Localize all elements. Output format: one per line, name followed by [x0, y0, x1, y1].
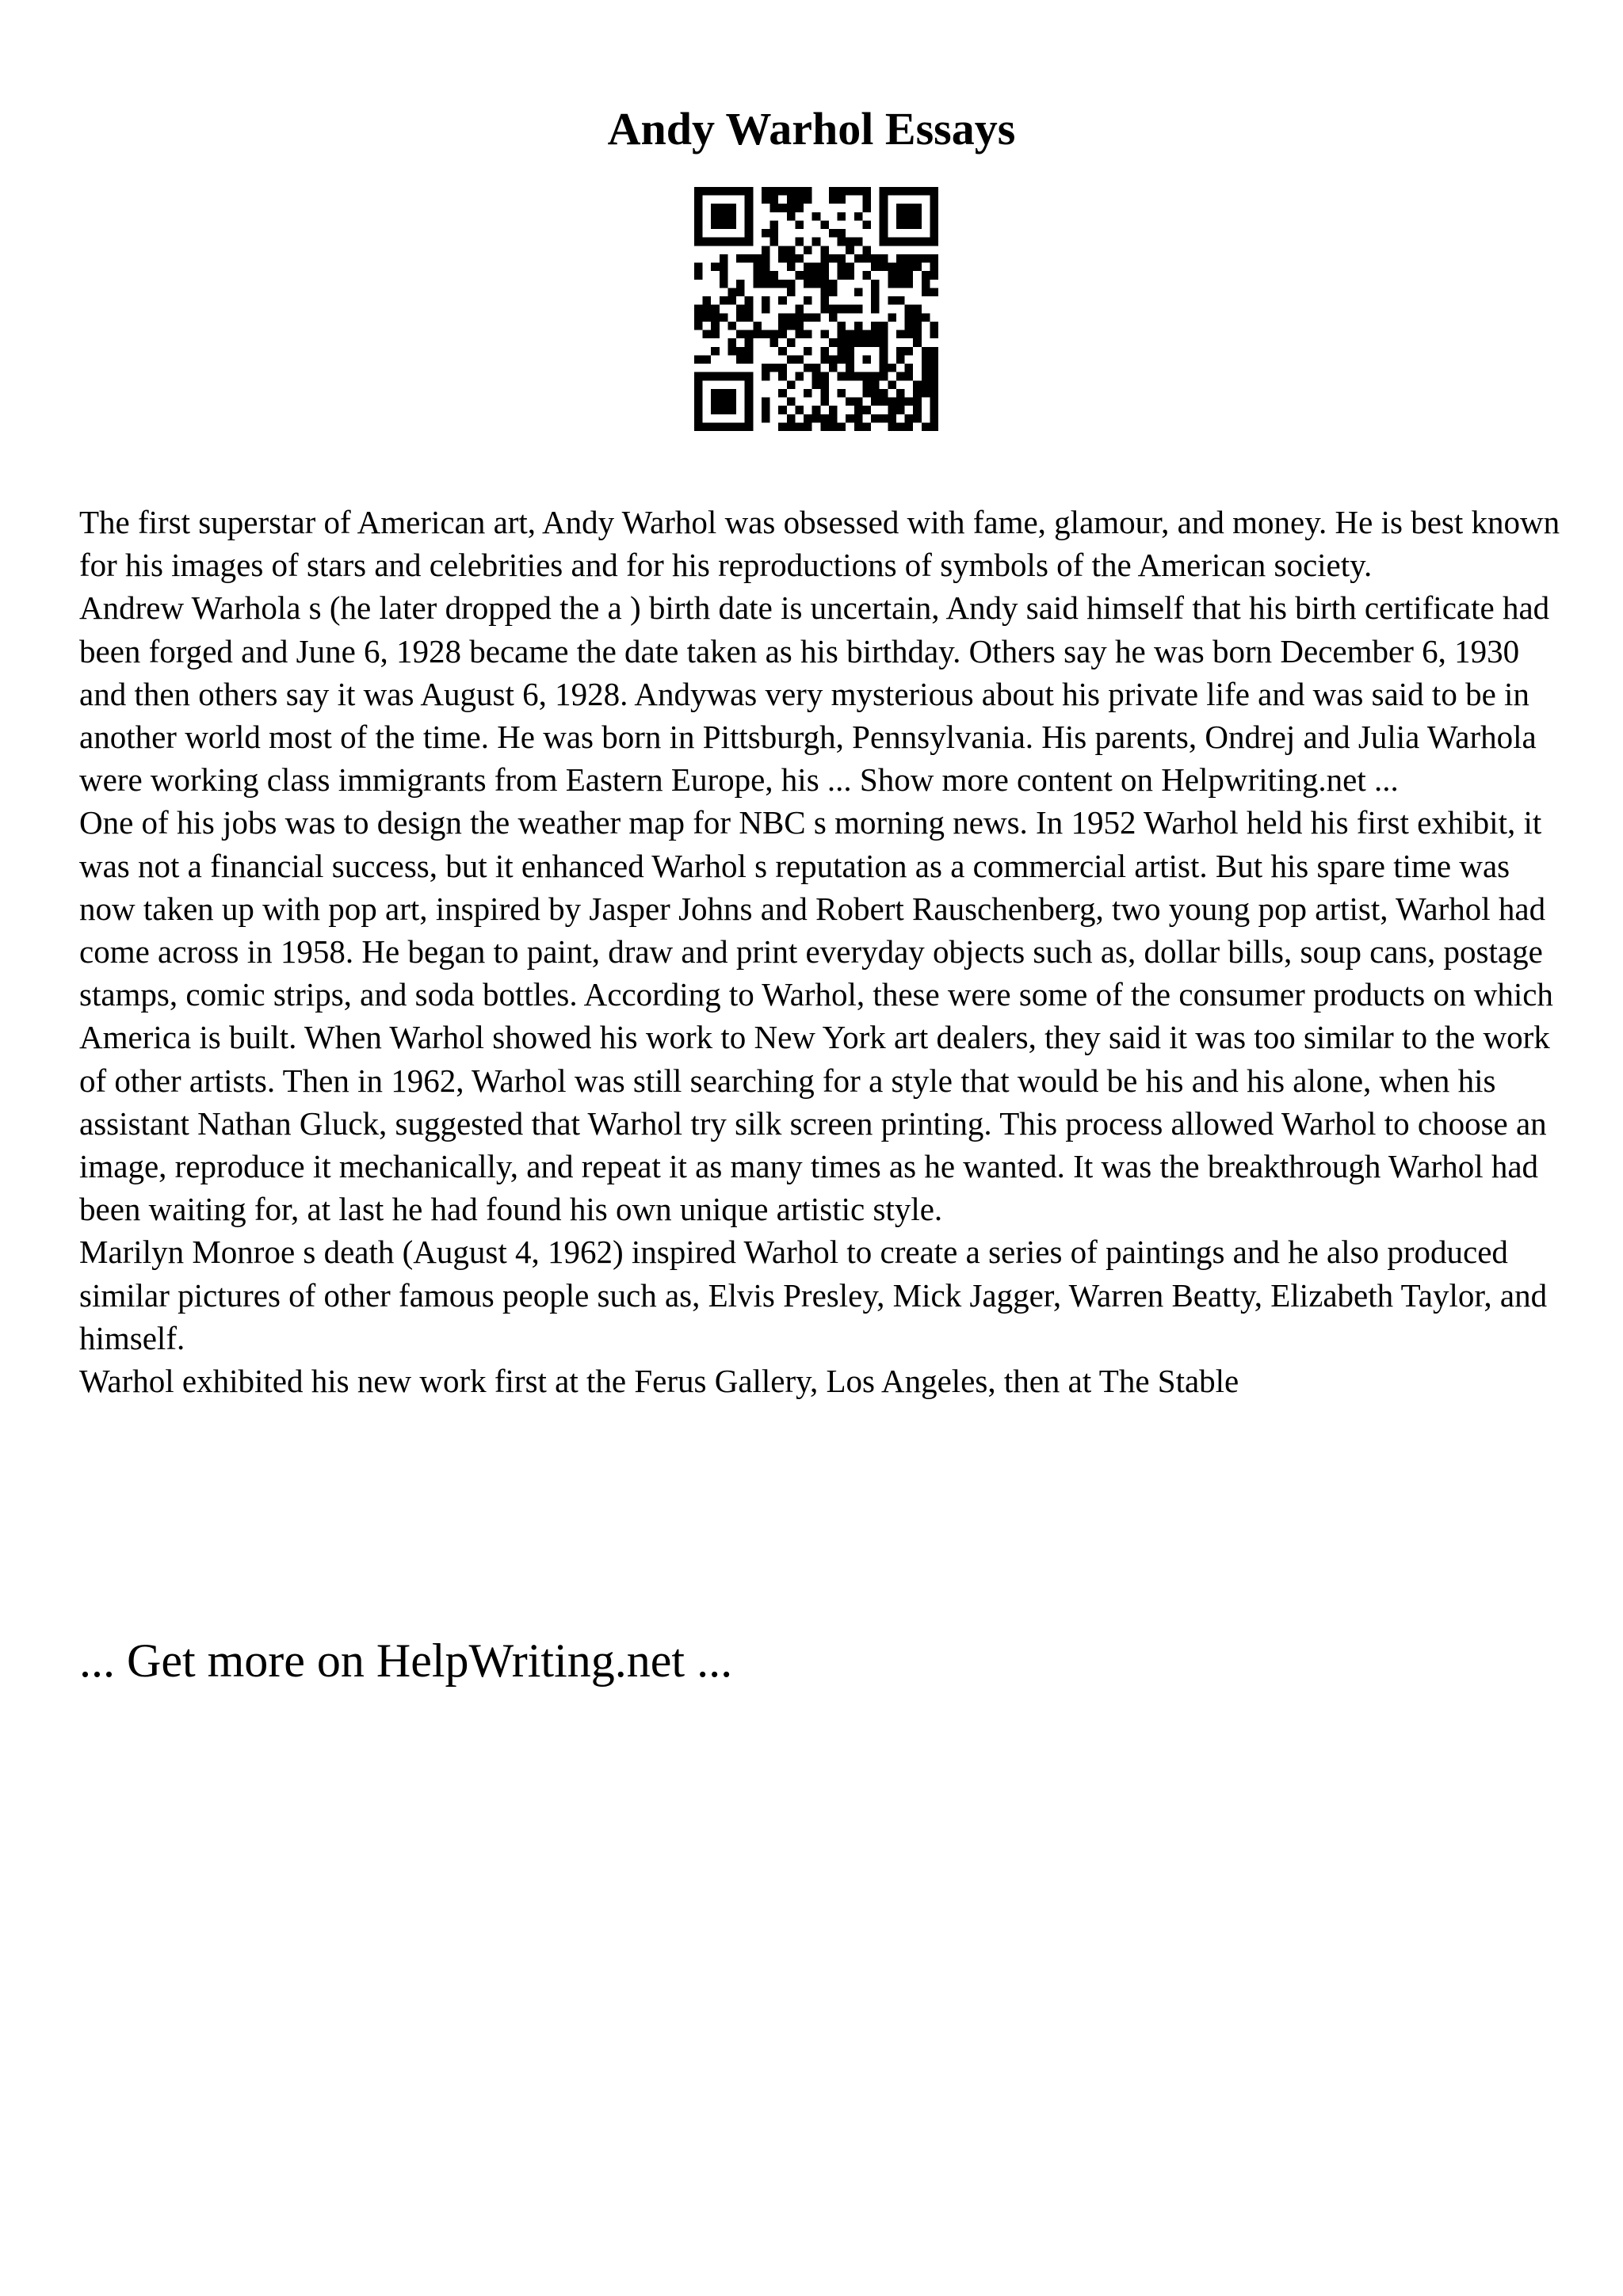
paragraph-2: Andrew Warhola s (he later dropped the a ) birth date is uncertain, Andy said himself that his birth certificate had been forged and June 6, 1928 became the date taken as his birthday. Others say he was born December 6, 1930 and then others say it was August 6, 1928. Andywas very mysterious about his private life and was said to be in another world most of the time. He was born in Pittsburgh, Pennsylvania. His parents, Ondrej and Julia Warhola were working class immigrants from Eastern Europe, his ... Show more content on Helpwriting.net ...	[79, 589, 1550, 799]
page-title: Andy Warhol Essays	[607, 103, 1016, 154]
get-more-link[interactable]: ... Get more on HelpWriting.net ...	[79, 1634, 733, 1687]
qr-code-icon	[694, 187, 938, 431]
paragraph-3: One of his jobs was to design the weather map for NBC s morning news. In 1952 Warhol held his first exhibit, it was not a financial success, but it enhanced Warhol s reputation as a commercial artist. But his spare time was now taken up with pop art, inspired by Jasper Johns and Robert Rauschenberg, two young pop artist, Warhol had come across in 1958. He began to paint, draw and print everyday objects such as, dollar bills, soup cans, postage stamps, comic strips, and soda bottles. According to Warhol, these were some of the consumer products on which America is built. When Warhol showed his work to New York art dealers, they said it was too similar to the work of other artists. Then in 1962, Warhol was still searching for a style that would be his and his alone, when his assistant Nathan Gluck, suggested that Warhol try silk screen printing. This process allowed Warhol to choose an image, reproduce it mechanically, and repeat it as many times as he wanted. It was the breakthrough Warhol had been waiting for, at last he had found his own unique artistic style.	[79, 804, 1553, 1228]
paragraph-5: Warhol exhibited his new work first at the Ferus Gallery, Los Angeles, then at The Stable	[79, 1363, 1239, 1400]
paragraph-4: Marilyn Monroe s death (August 4, 1962) inspired Warhol to create a series of paintings and he also produced similar pictures of other famous people such as, Elvis Presley, Mick Jagger, Warren Beatty, Elizabeth Taylor, and himself.	[79, 1234, 1548, 1356]
essay-body	[79, 501, 1569, 1402]
paragraph-1: The first superstar of American art, Andy Warhol was obsessed with fame, glamour, and money. He is best known for his images of stars and celebrities and for his reproductions of symbols of the American society.	[79, 504, 1560, 584]
